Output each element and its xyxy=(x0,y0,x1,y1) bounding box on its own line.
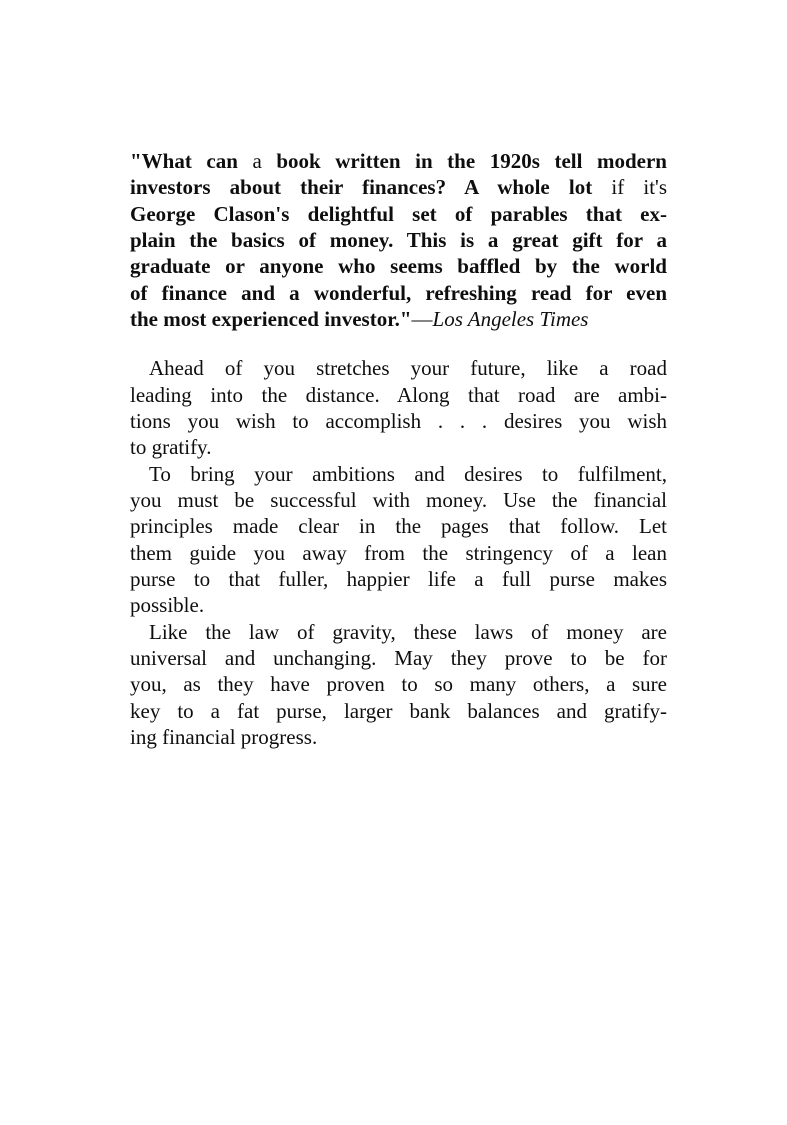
text-line: Ahead of you stretches your future, like a road xyxy=(149,356,667,381)
text-line: you must be successful with money. Use the financial xyxy=(130,487,667,512)
text-line: universal and unchanging. May they prove to be for xyxy=(130,645,667,670)
quote-line xyxy=(130,148,667,174)
quote-segment: graduate or anyone who seems baffled by the world xyxy=(130,254,667,279)
text-line: leading into the distance. Along that road are ambi- xyxy=(130,382,667,407)
em-dash: — xyxy=(411,306,433,331)
paragraph xyxy=(130,355,667,460)
text-line: Like the law of gravity, these laws of money are xyxy=(149,619,667,644)
quote-segment: the most experienced investor." xyxy=(130,306,412,331)
quote-line xyxy=(130,227,667,253)
quote-attribution-line xyxy=(130,306,667,332)
quote-segment: if it's xyxy=(611,175,667,200)
quote-segment: plain the basics of money. This is a great gift for a xyxy=(130,227,667,252)
text-line: to gratify. xyxy=(130,435,212,460)
body-paragraphs xyxy=(130,355,667,750)
text-line: ing financial progress. xyxy=(130,724,318,749)
text-line: them guide you away from the stringency of a lean xyxy=(130,540,667,565)
quote-line xyxy=(130,201,667,227)
quote-line xyxy=(130,174,667,200)
text-line: purse to that fuller, happier life a full purse makes xyxy=(130,566,667,591)
quote-line xyxy=(130,280,667,306)
text-line: key to a fat purse, larger bank balances and gratify- xyxy=(130,698,667,723)
review-quote xyxy=(130,148,667,332)
quote-segment: of finance and a wonderful, refreshing read for even xyxy=(130,280,667,305)
quote-segment: George Clason's delightful set of parables that ex- xyxy=(130,201,667,226)
quote-segment: book written in the 1920s tell modern xyxy=(261,149,667,173)
text-line: you, as they have proven to so many others, a sure xyxy=(130,672,667,697)
quote-line xyxy=(130,253,667,279)
paragraph xyxy=(130,619,667,751)
quote-segment: "What can xyxy=(130,149,253,173)
quote-segment: investors about their finances? A whole lot xyxy=(130,175,612,200)
quote-segment: a xyxy=(252,149,262,173)
text-line: tions you wish to accomplish . . . desires you wish xyxy=(130,408,667,433)
text-line: principles made clear in the pages that follow. Let xyxy=(130,514,667,539)
paragraph xyxy=(130,461,667,619)
text-line: To bring your ambitions and desires to fulfilment, xyxy=(149,461,667,486)
attribution-source: Los Angeles Times xyxy=(432,306,589,331)
text-line: possible. xyxy=(130,593,205,618)
text-block xyxy=(130,148,667,750)
